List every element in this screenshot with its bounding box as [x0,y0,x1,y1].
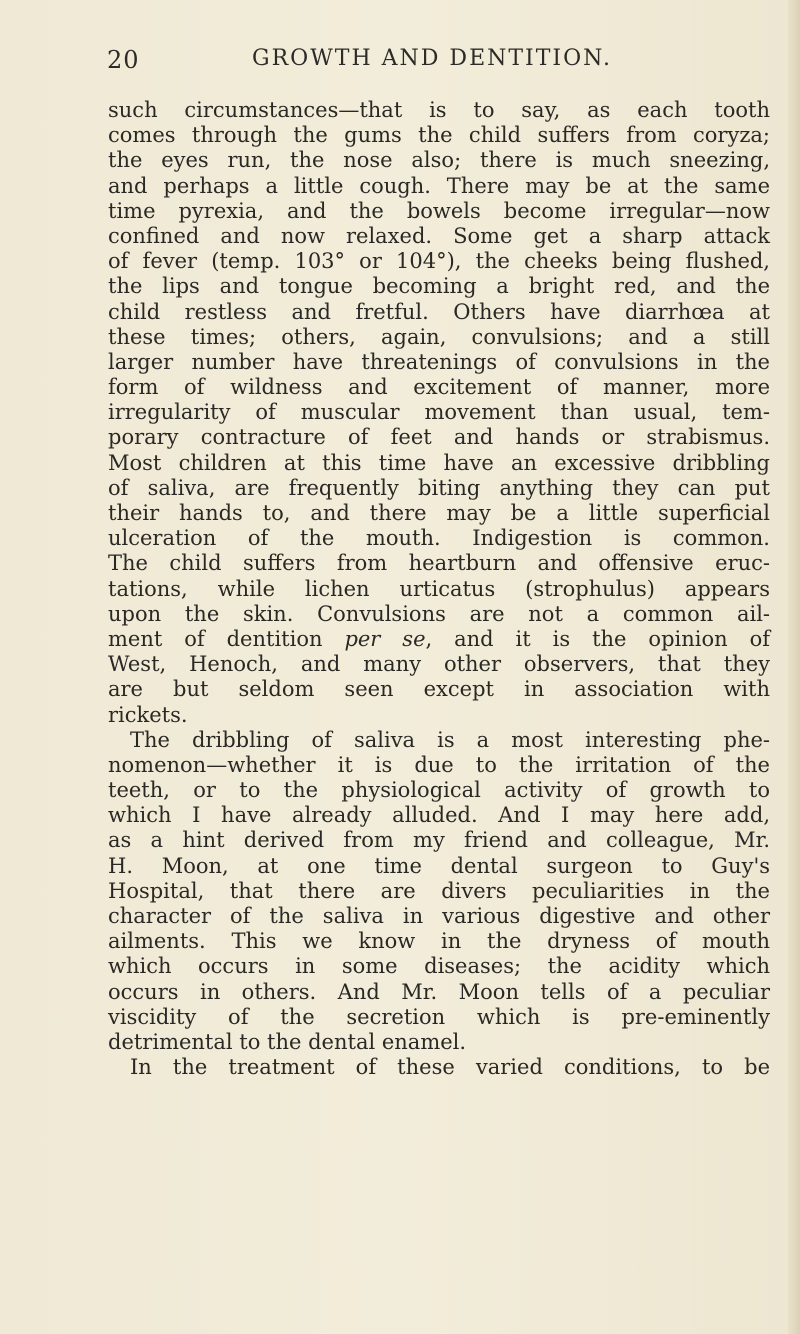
text-line: the lips and tongue becoming a bright red, and the [108,274,770,299]
text-line: of saliva, are frequently biting anything they can put [108,475,770,500]
text-line: detrimental to the dental enamel. [108,1029,467,1054]
text-line: H. Moon, at one time dental surgeon to Guy's [108,853,770,878]
text-line: The dribbling of saliva is a most interesting phe- [130,727,770,752]
text-line: Hospital, that there are divers peculiarities in the [108,878,770,903]
text-line: tations, while lichen urticatus (strophulus) appears [108,576,770,601]
text-line: ment of dentition per se, and it is the opinion of [108,626,770,651]
text-line: Most children at this time have an excessive dribbling [108,450,770,475]
running-head: GROWTH AND DENTITION. [252,46,612,71]
page-number: 20 [107,46,140,74]
text-line: viscidity of the secretion which is pre-eminently [108,1004,770,1029]
text-line: ailments. This we know in the dryness of mouth [108,929,770,954]
text-line: character of the saliva in various digestive and other [108,904,770,928]
text-line: upon the skin. Convulsions are not a common ail- [108,601,770,626]
text-line: ulceration of the mouth. Indigestion is common. [108,526,770,551]
text-line: the eyes run, the nose also; there is much sneezing, [108,148,770,173]
text-line: such circumstances—that is to say, as each tooth [108,98,770,122]
text-line: are but seldom seen except in association with [108,677,770,702]
text-line: West, Henoch, and many other observers, that they [108,652,770,677]
page-header [107,46,757,86]
text-line: nomenon—whether it is due to the irritation of the [108,752,770,777]
text-line: which I have already alluded. And I may here add, [108,803,770,828]
italic-phrase: per se [344,626,426,651]
text-line: form of wildness and excitement of manner, more [108,375,770,400]
text-line: teeth, or to the physiological activity of growth to [108,778,770,803]
text-line: irregularity of muscular movement than usual, tem- [108,400,770,425]
text-line: comes through the gums the child suffers from coryza; [108,123,770,148]
text-line: larger number have threatenings of convulsions in the [108,349,770,374]
text-line: and perhaps a little cough. There may be at the same [108,173,770,198]
text-line: child restless and fretful. Others have diarrhœa at [108,299,770,324]
page-edge [788,0,800,1334]
text-line: rickets. [108,702,188,727]
body-text [108,98,770,1080]
text-line: these times; others, again, convulsions; and a still [108,324,770,349]
text-line: time pyrexia, and the bowels become irregular—now [108,198,770,223]
text-line: of fever (temp. 103° or 104°), the cheeks being flushed, [108,249,770,274]
text-line: In the treatment of these varied conditions, to be [130,1055,770,1080]
text-line: which occurs in some diseases; the acidity which [108,954,770,979]
text-line: occurs in others. And Mr. Moon tells of a peculiar [108,979,770,1004]
text-line: as a hint derived from my friend and colleague, Mr. [108,828,770,853]
text-line: their hands to, and there may be a little superficial [108,501,770,525]
text-line: confined and now relaxed. Some get a sharp attack [108,223,770,248]
text-line: The child suffers from heartburn and offensive eruc- [108,551,770,576]
text-line: porary contracture of feet and hands or strabismus. [108,425,770,450]
